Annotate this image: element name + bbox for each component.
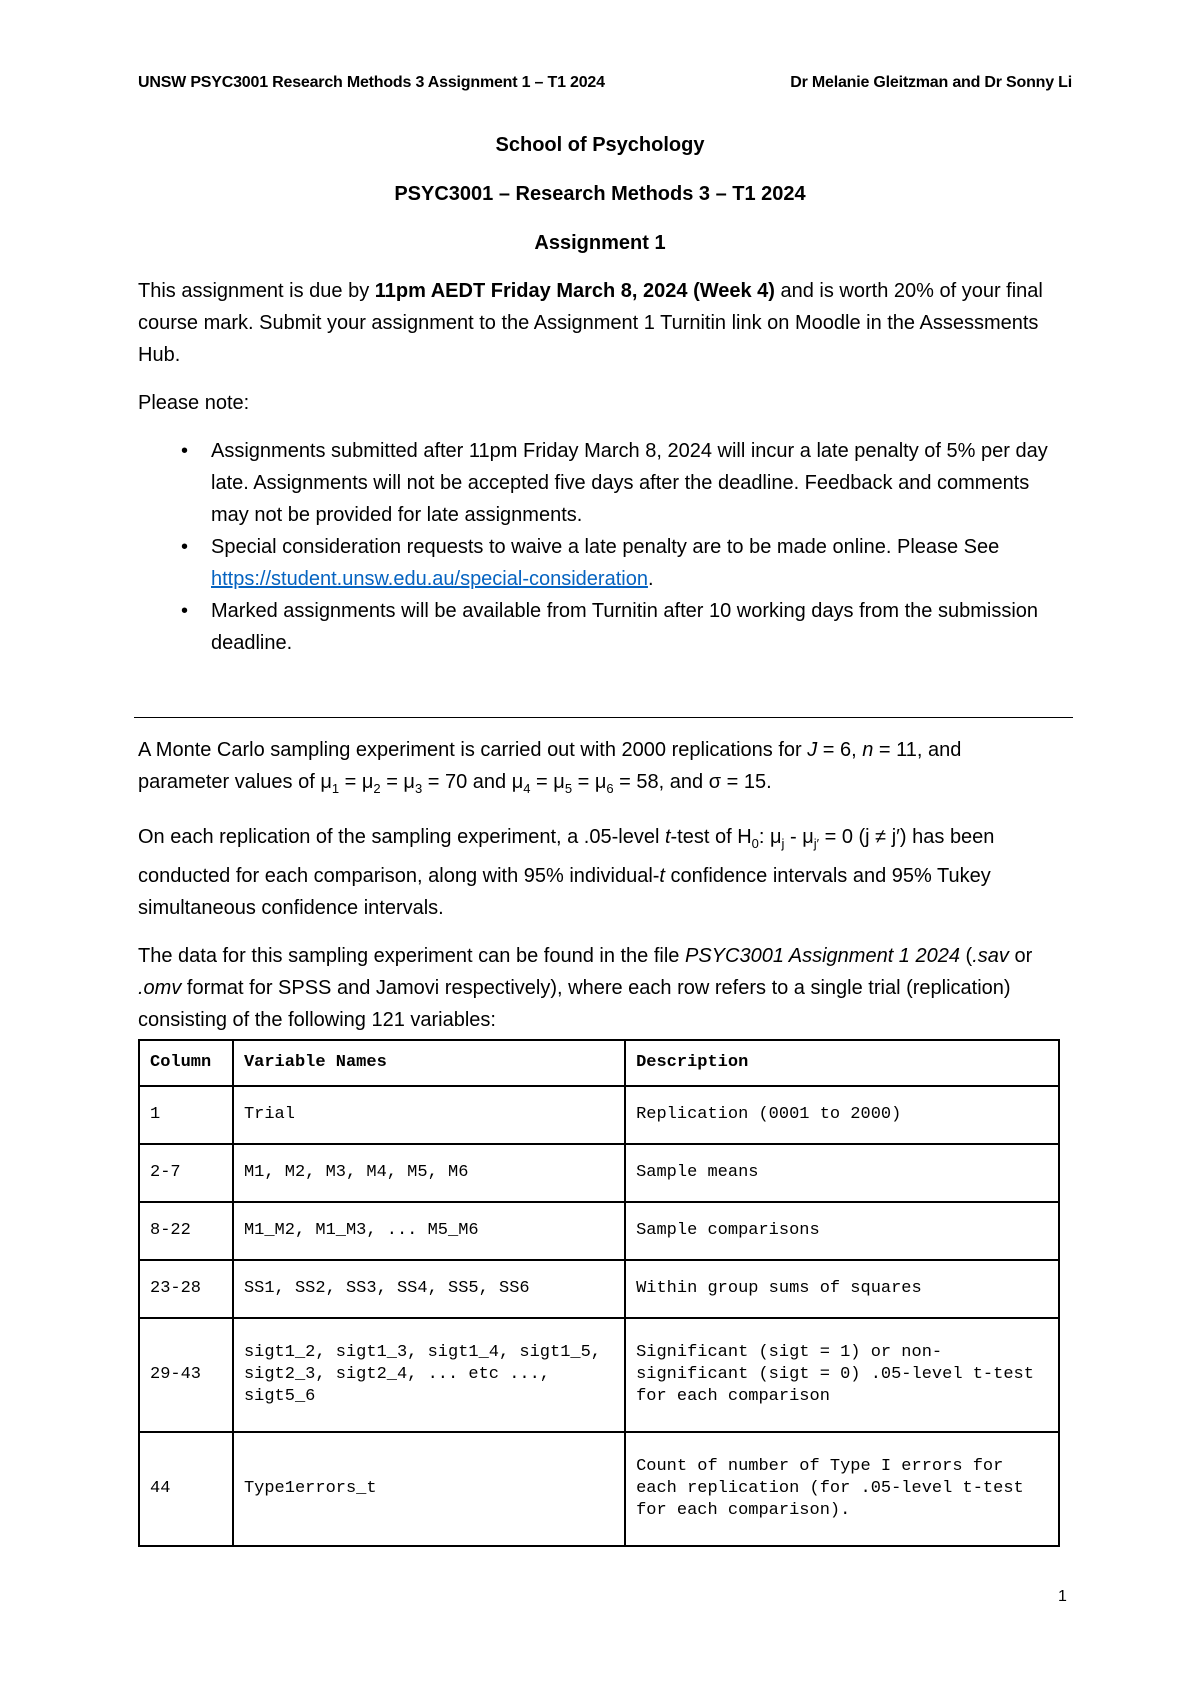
due-date: 11pm AEDT Friday March 8, 2024 (Week 4) (374, 280, 775, 302)
table-cell: Sample means (625, 1144, 1059, 1202)
table-cell: Count of number of Type I errors for each replication (for .05-level t-test for each comparison). (625, 1432, 1059, 1546)
column-header: Variable Names (233, 1040, 625, 1086)
table-cell: 1 (139, 1086, 233, 1144)
course-title: PSYC3001 – Research Methods 3 – T1 2024 (394, 183, 806, 205)
table-cell: Significant (sigt = 1) or non-significant (sigt = 0) .05-level t-test for each comparison (625, 1318, 1059, 1432)
running-header-right: Dr Melanie Gleitzman and Dr Sonny Li (790, 74, 1072, 91)
table-header-row (139, 1040, 1059, 1086)
list-item: • Special consideration requests to waive a late penalty are to be made online. Please See https://student.unsw.edu.au/special-consideration. (138, 531, 1058, 595)
section-divider (134, 717, 1073, 718)
list-item: • Assignments submitted after 11pm Friday March 8, 2024 will incur a late penalty of 5% per day late. Assignments will not be accepted five days after the deadline. Feedback and comments may not be provided for late assignments. (138, 435, 1058, 531)
table-row (139, 1318, 1059, 1432)
assignment-title: Assignment 1 (534, 232, 666, 254)
table-cell: M1_M2, M1_M3, ... M5_M6 (233, 1202, 625, 1260)
table-cell: 2-7 (139, 1144, 233, 1202)
table-cell: 23-28 (139, 1260, 233, 1318)
list-item: • Marked assignments will be available from Turnitin after 10 working days from the submission deadline. (138, 595, 1058, 659)
table-cell: 8-22 (139, 1202, 233, 1260)
column-header: Description (625, 1040, 1059, 1086)
experiment-paragraph-3: The data for this sampling experiment can be found in the file PSYC3001 Assignment 1 2024 (.sav or .omv format for SPSS and Jamovi respectively), where each row refers to a single trial (replication) consisting of the following 121 variables: (138, 945, 1033, 1031)
variables-table (138, 1039, 1060, 1547)
note-label: Please note: (138, 392, 250, 414)
table-cell: Within group sums of squares (625, 1260, 1059, 1318)
intro-section (138, 275, 1058, 659)
special-consideration-link[interactable]: https://student.unsw.edu.au/special-consideration (211, 568, 648, 590)
notes-list (138, 435, 1058, 659)
table-row (139, 1202, 1059, 1260)
intro-paragraph: This assignment is due by 11pm AEDT Friday March 8, 2024 (Week 4) and is worth 20% of your final course mark. Submit your assignment to the Assignment 1 Turnitin link on Moodle in the Assessments Hub. (138, 280, 1043, 366)
table-cell: Type1errors_t (233, 1432, 625, 1546)
experiment-section (138, 734, 1058, 1052)
table-cell: Sample comparisons (625, 1202, 1059, 1260)
table-cell: SS1, SS2, SS3, SS4, SS5, SS6 (233, 1260, 625, 1318)
table-cell: Trial (233, 1086, 625, 1144)
running-header-left: UNSW PSYC3001 Research Methods 3 Assignment 1 – T1 2024 (138, 74, 605, 91)
table-cell: 29-43 (139, 1318, 233, 1432)
table-row (139, 1144, 1059, 1202)
school-title: School of Psychology (495, 134, 705, 156)
page-number: 1 (1058, 1588, 1067, 1605)
table-cell: sigt1_2, sigt1_3, sigt1_4, sigt1_5, sigt2_3, sigt2_4, ... etc ..., sigt5_6 (233, 1318, 625, 1432)
table-cell: M1, M2, M3, M4, M5, M6 (233, 1144, 625, 1202)
table-cell: 44 (139, 1432, 233, 1546)
table-row (139, 1086, 1059, 1144)
table-cell: Replication (0001 to 2000) (625, 1086, 1059, 1144)
column-header: Column (139, 1040, 233, 1086)
table-row (139, 1432, 1059, 1546)
experiment-paragraph-1: A Monte Carlo sampling experiment is carried out with 2000 replications for J = 6, n = 11, and parameter values of $\mu_1 = \mu_2 = \mu_3 = 70$ and $\mu_4 = \mu_5 = \mu_6 = 58$, and σ = 15. (138, 739, 962, 796)
experiment-paragraph-2: On each replication of the sampling experiment, a .05-level t-test of $H_0$: $\mu_j - \mu_{j'} = 0$ (j ≠ j′) has been conducted for each comparison, along with 95% individual-t confidence intervals and 95% Tukey simultaneous confidence intervals. (138, 826, 995, 919)
table-row (139, 1260, 1059, 1318)
